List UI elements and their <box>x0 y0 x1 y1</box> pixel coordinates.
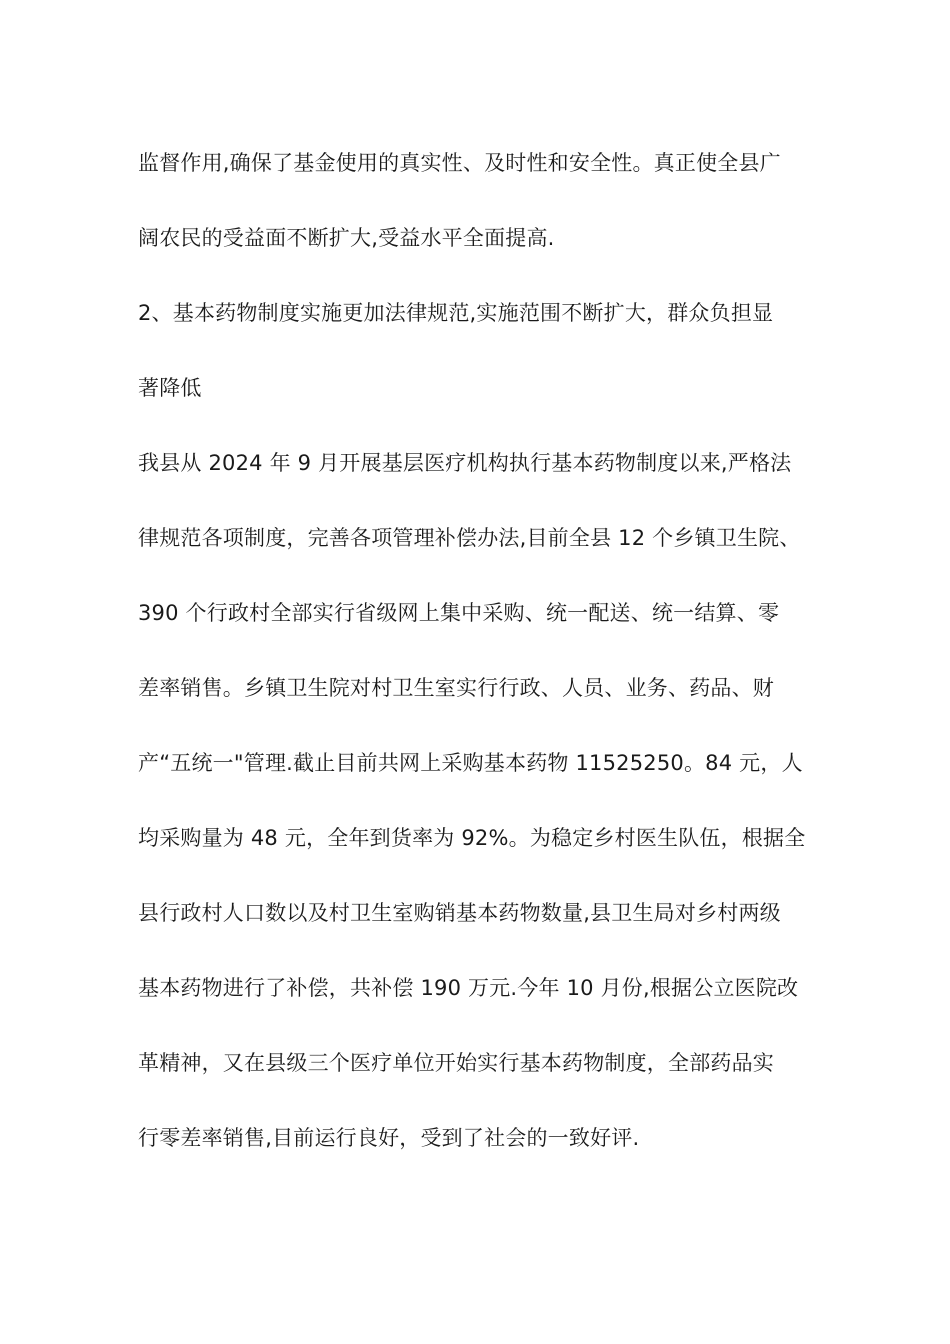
text-line: 产“五统一"管理.截止目前共网上采购基本药物 11525250。84 元，人 <box>138 751 803 775</box>
section-heading-line: 2、基本药物制度实施更加法律规范,实施范围不断扩大，群众负担显 <box>138 301 774 325</box>
text-line: 革精神，又在县级三个医疗单位开始实行基本药物制度，全部药品实 <box>138 1051 774 1075</box>
text-line: 监督作用,确保了基金使用的真实性、及时性和安全性。真正使全县广 <box>138 151 781 175</box>
text-line: 390 个行政村全部实行省级网上集中采购、统一配送、统一结算、零 <box>138 601 780 625</box>
text-line: 律规范各项制度，完善各项管理补偿办法,目前全县 12 个乡镇卫生院、 <box>138 526 801 550</box>
text-line: 均采购量为 48 元，全年到货率为 92%。为稳定乡村医生队伍，根据全 <box>138 826 806 850</box>
text-line: 阔农民的受益面不断扩大,受益水平全面提高. <box>138 226 555 250</box>
text-line: 基本药物进行了补偿，共补偿 190 万元.今年 10 月份,根据公立医院改 <box>138 976 799 1000</box>
text-line: 行零差率销售,目前运行良好，受到了社会的一致好评. <box>138 1126 640 1150</box>
section-heading-line: 著降低 <box>138 376 202 400</box>
text-line: 差率销售。乡镇卫生院对村卫生室实行行政、人员、业务、药品、财 <box>138 676 774 700</box>
text-line: 县行政村人口数以及村卫生室购销基本药物数量,县卫生局对乡村两级 <box>138 901 781 925</box>
text-line: 我县从 2024 年 9 月开展基层医疗机构执行基本药物制度以来,严格法 <box>138 451 792 475</box>
